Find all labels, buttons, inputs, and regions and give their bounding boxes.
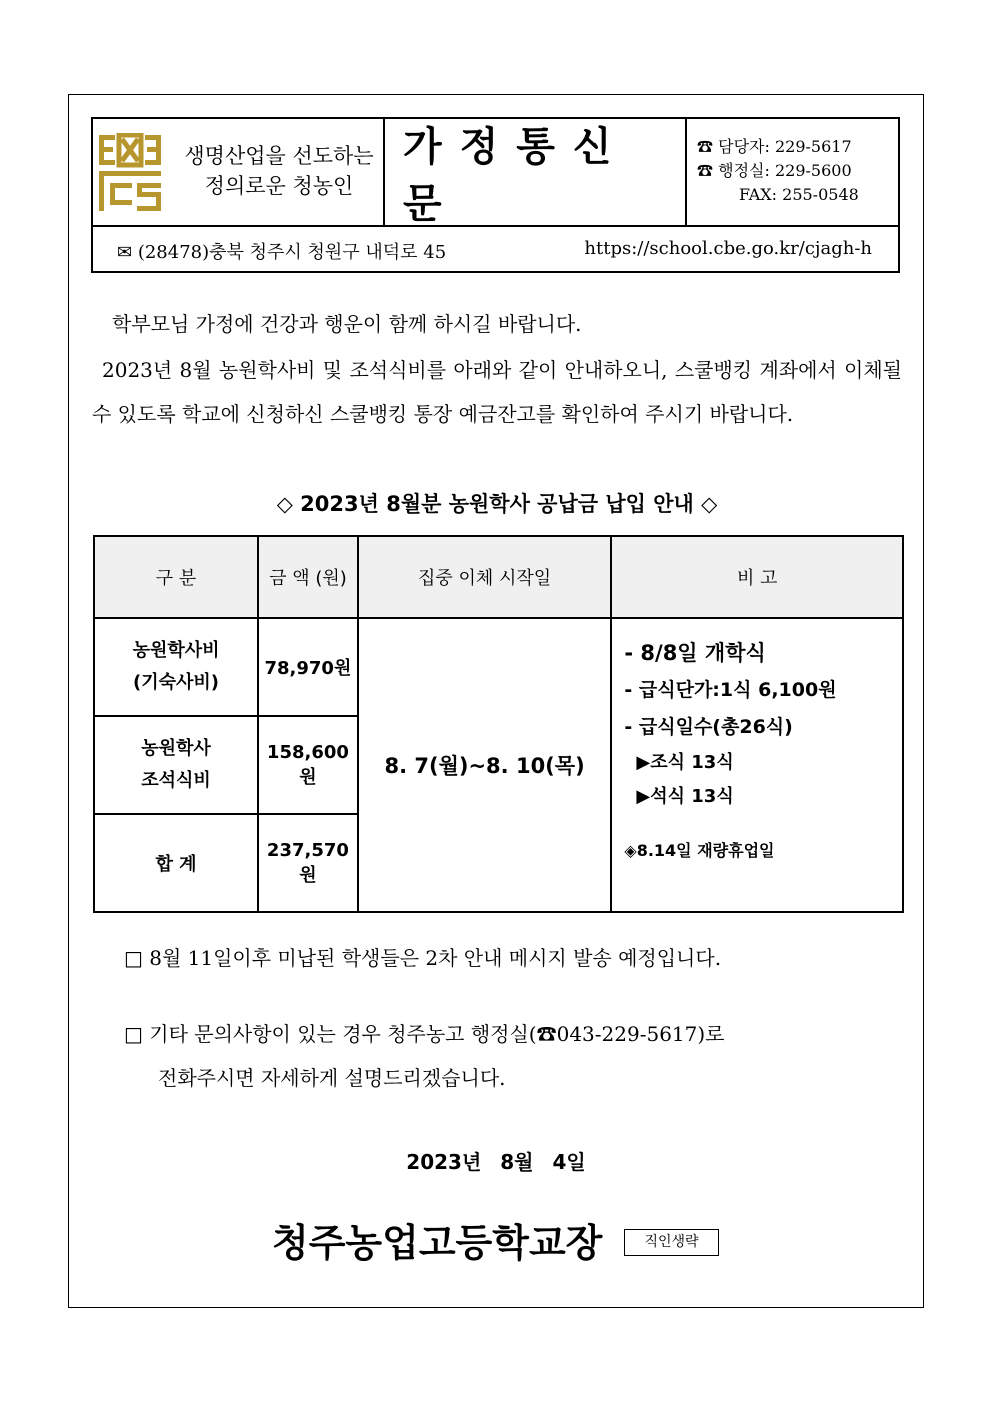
row-category: 합 계: [94, 814, 258, 912]
contact-office-text: 행정실: 229-5600: [718, 161, 852, 180]
note-item: - 급식일수(총26식): [624, 716, 793, 738]
row-category: [94, 618, 258, 716]
contact-info: [687, 119, 898, 225]
logo-cell: [93, 119, 385, 225]
mail-icon: ✉: [117, 242, 133, 263]
seal-omitted-box: 직인생략: [624, 1229, 719, 1256]
note-item: - 8/8일 개학식: [624, 641, 766, 665]
notice-inquiry-line-1: □ 기타 문의사항이 있는 경우 청주농고 행정실(☎043-229-5617)로: [124, 1022, 725, 1046]
contact-fax: FAX: 255-0548: [739, 185, 859, 204]
notice-inquiry-line-2: 전화주시면 자세하게 설명드리겠습니다.: [158, 1066, 506, 1090]
school-url[interactable]: https://school.cbe.go.kr/cjagh-h: [584, 238, 872, 259]
header-period: 집중 이체 시작일: [358, 536, 612, 618]
contact-staff-text: 담당자: 229-5617: [718, 137, 852, 156]
notes-cell: [611, 618, 903, 912]
phone-icon: ☎: [697, 161, 714, 180]
letterhead-bottom: [93, 227, 898, 271]
table-header-row: [94, 536, 903, 618]
section-subtitle: ◇ 2023년 8월분 농원학사 공납금 납입 안내 ◇: [276, 492, 718, 516]
header-amount: 금 액 (원): [258, 536, 358, 618]
category-line-1: 농원학사비: [132, 640, 220, 661]
note-item: - 급식단가:1식 6,100원: [624, 679, 837, 701]
school-slogan: [175, 141, 383, 201]
note-item: ▶석식 13식: [636, 786, 734, 807]
row-category: [94, 716, 258, 814]
document-title: 가정통신문: [385, 119, 687, 225]
principal-signature: 청주농업고등학교장: [272, 1221, 603, 1265]
letterhead-top: [93, 119, 898, 227]
category-line-2: 조석식비: [141, 770, 211, 791]
slogan-line-1: 생명산업을 선도하는: [184, 144, 374, 168]
contact-staff: [697, 135, 898, 159]
category-line-1: 농원학사: [141, 738, 211, 759]
row-amount: 78,970원: [258, 618, 358, 716]
intro-paragraph: 2023년 8월 농원학사비 및 조석식비를 아래와 같이 안내하오니, 스쿨뱅킹 계좌에서 이체될 수 있도록 학교에 신청하신 스쿨뱅킹 통장 예금잔고를 확인하여 주시기 바랍니다.: [92, 358, 902, 426]
note-item: ▶조식 13식: [636, 752, 734, 773]
fee-table: [93, 535, 904, 913]
transfer-period: 8. 7(월)~8. 10(목): [358, 618, 612, 912]
table-row: [94, 618, 903, 716]
row-amount: 237,570원: [258, 814, 358, 912]
header-notes: 비 고: [611, 536, 903, 618]
issue-date: 2023년 8월 4일: [406, 1150, 586, 1174]
greeting-paragraph: 학부모님 가정에 건강과 행운이 함께 하시길 바랍니다.: [112, 312, 582, 336]
letterhead: [91, 117, 900, 273]
address-text: (28478)충북 청주시 청원구 내덕로 45: [137, 242, 447, 263]
note-item: ◈8.14일 재량휴업일: [624, 841, 775, 860]
phone-icon: ☎: [697, 137, 714, 156]
contact-office: [697, 159, 898, 183]
notice-unpaid: □ 8월 11일이후 미납된 학생들은 2차 안내 메시지 발송 예정입니다.: [124, 946, 722, 970]
school-logo-icon: [97, 133, 163, 213]
slogan-line-2: 정의로운 청농인: [204, 174, 354, 198]
row-amount: 158,600원: [258, 716, 358, 814]
category-line-2: (기숙사비): [133, 672, 220, 693]
header-category: 구 분: [94, 536, 258, 618]
notice-inquiry: [124, 1012, 725, 1100]
school-address: [117, 238, 446, 264]
